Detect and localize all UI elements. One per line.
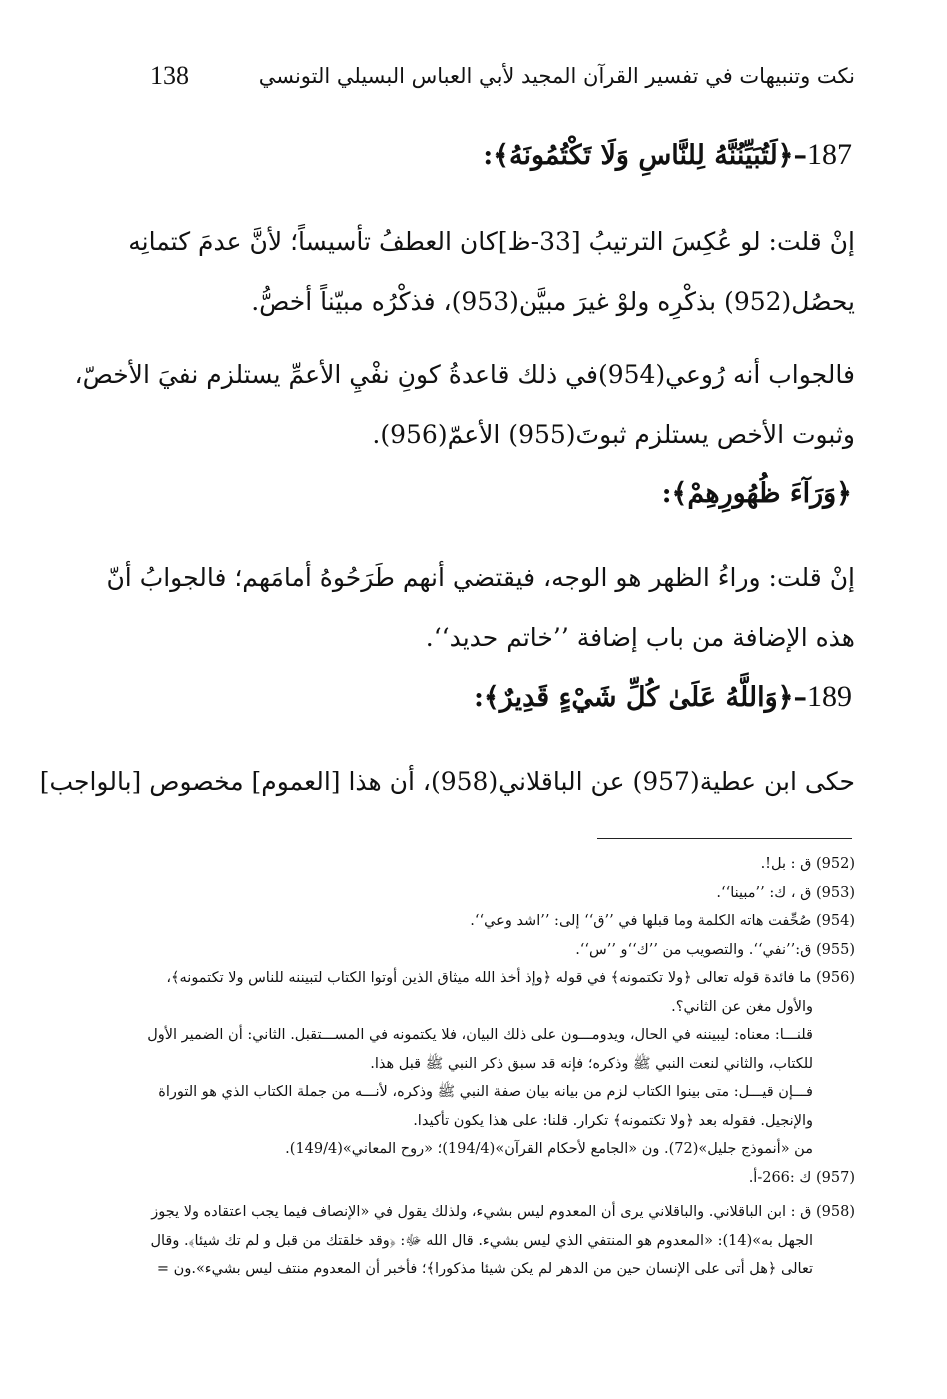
footnote-956-line: للكتاب، والثاني لنعت النبي ﷺ وذكره؛ فإنه قد سبق ذكر النبي ﷺ قبل هذا. (370, 1055, 813, 1072)
verse-heading-189 (474, 680, 852, 714)
footnote-958: (958) ق : ابن الباقلاني. والباقلاني يرى أن المعدوم ليس بشيء، ولذلك يقول في «الإنصاف فيما يجب اعتقاده ولا يجوز (151, 1204, 855, 1220)
verse-separator: – (793, 140, 807, 171)
footnote-956-line: قلنـــا: معناه: ليبيننه في الحال، ويدومـــون على ذلك البيان، فلا يكتمونه في المســـتقبل. الثاني: أن الضمير الأول (147, 1027, 813, 1043)
paragraph-line: فالجواب أنه رُوعي(954)في ذلك قاعدةُ كونِ نفْيِ الأعمِّ يستلزم نفيَ الأخصّ، (74, 360, 855, 389)
verse-colon: : (661, 478, 672, 509)
verse-colon: : (483, 140, 494, 171)
footnotes (80, 850, 855, 1284)
footnote-953: (953) ق ، ك: ’’مبينا‘‘. (716, 884, 855, 901)
paragraph-line: إنْ قلت: وراءُ الظهر هو الوجه، فيقتضي أنهم طَرَحُوهُ أمامَهم؛ فالجوابُ أنّ (106, 563, 855, 592)
footnote-956: (956) ما فائدة قوله تعالى ﴿ولا تكتمونه﴾ في قوله ﴿وإذ أخذ الله ميثاق الذين أوتوا الكتاب لتبيننه للناس ولا تكتمونه﴾، (166, 970, 855, 986)
verse-text: ﴿وَرَآءَ ظُهُورِهِمْ﴾ (671, 478, 852, 509)
footnote-956-line: فـــإن قيـــل: متى بينوا الكتاب لزم من بيانه بيان صفة النبي ﷺ وذكره، لأنـــه من جملة الكتاب الذي هو التوراة (158, 1084, 813, 1100)
paragraph-objection-1 (85, 212, 855, 332)
footnote-954: (954) صُحِّفت هاته الكلمة وما قبلها في ’’ق‘‘ إلى: ’’اشد وعي‘‘. (470, 913, 855, 929)
verse-heading-behind-backs (662, 478, 852, 509)
footnote-952: (952) ق : بل!. (760, 856, 855, 872)
verse-number: 189 (807, 680, 852, 713)
paragraph-line: وثبوت الأخص يستلزم ثبوتَ(955) الأعمّ(956). (372, 420, 855, 449)
verse-number: 187 (807, 138, 852, 171)
page-header (150, 56, 855, 96)
verse-colon: : (473, 682, 484, 713)
footnote-956-line: والأول مغن عن الثاني؟. (671, 998, 813, 1015)
footnote-958-line: تعالى ﴿هل أتى على الإنسان حين من الدهر لم يكن شيئا مذكورا﴾؛ فأخبر أن المعدوم منتف ليس بشيء».ون = (156, 1261, 813, 1277)
footnote-955: (955) ق:’’نفي‘‘. والتصويب من ’’ك‘‘و ’’س‘‘. (575, 941, 855, 958)
paragraph-objection-2 (85, 548, 855, 668)
verse-text: ﴿لَتُبَيِّنُنَّهُ لِلنَّاسِ وَلَا تَكْتُمُونَهُ﴾ (493, 140, 794, 171)
running-title: نكت وتنبيهات في تفسير القرآن المجيد لأبي العباس البسيلي التونسي (258, 64, 855, 88)
footnote-957: (957) ك :266-أ. (748, 1169, 855, 1186)
paragraph-answer-1 (74, 345, 855, 465)
footnote-956-line: من «أنموذج جليل»(72). ون «الجامع لأحكام القرآن»(194/4)؛ «روح المعاني»(149/4). (285, 1141, 813, 1157)
verse-text: ﴿وَاللَّهُ عَلَىٰ كُلِّ شَيْءٍ قَدِيرٌ﴾ (483, 682, 794, 713)
footnote-956-line: والإنجيل. فقوله بعد ﴿ولا تكتمونه﴾ تكرار. قلنا: على هذا يكون تأكيدا. (413, 1112, 813, 1129)
page-number: 138 (150, 61, 189, 90)
paragraph-line: حكى ابن عطية(957) عن الباقلاني(958)، أن هذا [العموم] مخصوص [بالواجب] (39, 767, 855, 796)
paragraph-line: هذه الإضافة من باب إضافة ’’خاتم حديد‘‘. (425, 623, 855, 652)
verse-heading-187 (483, 138, 852, 172)
paragraph-ibn-atiyya (39, 752, 855, 812)
verse-separator: – (793, 682, 807, 713)
paragraph-line: إنْ قلت: لو عُكِسَ الترتيبُ [33-ظ]كان العطفُ تأسيساً؛ لأنَّ عدمَ كتمانِه (128, 227, 855, 256)
paragraph-line: يحصُل(952) بذكْرِه ولوْ غيرَ مبيَّن(953)، فذكْرُه مبيّناً أخصُّ. (251, 287, 855, 316)
footnote-958-line: الجهل به»(14): «المعدوم هو المنتفي الذي ليس بشيء. قال الله ﷻ: ﴿وقد خلقتك من قبل و لم تك شيئا﴾. وقال (150, 1232, 813, 1249)
footnote-divider (597, 838, 852, 839)
